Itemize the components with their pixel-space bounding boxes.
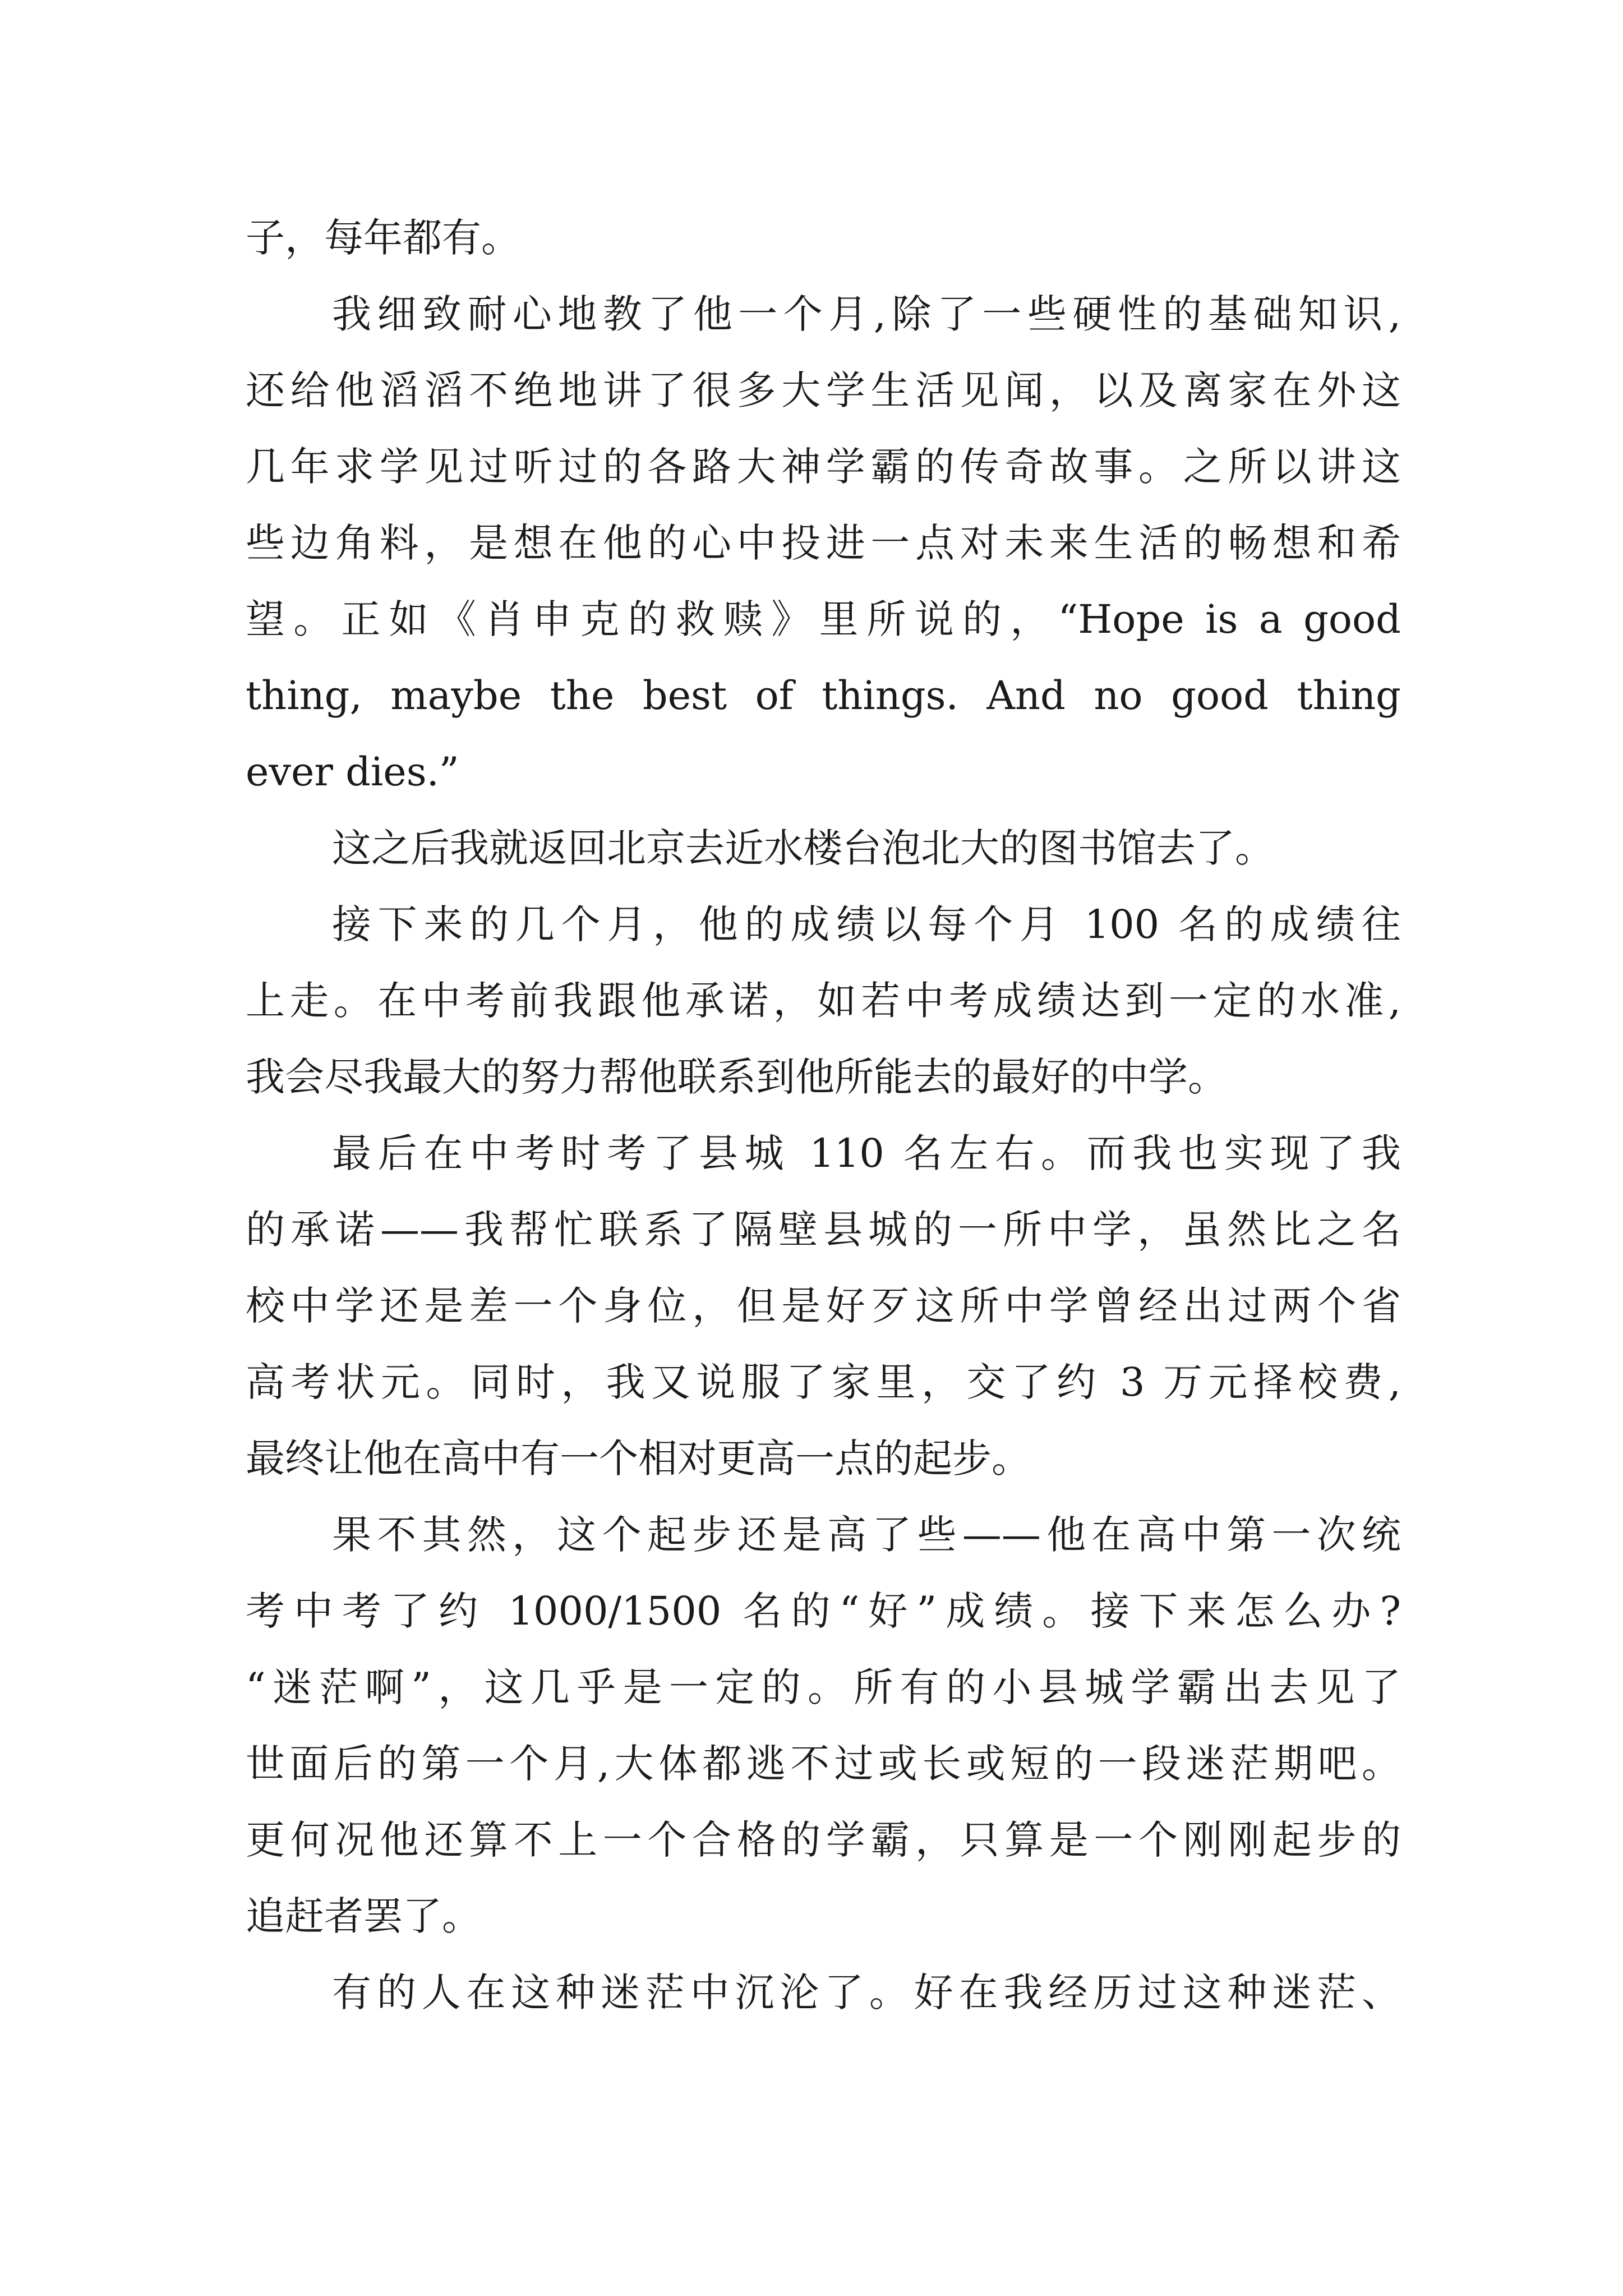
text-line: 子，每年都有。	[246, 215, 520, 261]
text-line: 的承诺——我帮忙联系了隔壁县城的一所中学，虽然比之名	[246, 1207, 1401, 1253]
text-line: 几年求学见过听过的各路大神学霸的传奇故事。之所以讲这	[246, 444, 1401, 490]
text-line: 追赶者罢了。	[246, 1893, 481, 1939]
text-line: 最后在中考时考了县城 110 名左右。而我也实现了我	[332, 1130, 1401, 1176]
text-line: 高考状元。同时，我又说服了家里，交了约 3 万元择校费,	[246, 1359, 1401, 1405]
text-line: 有的人在这种迷茫中沉沦了。好在我经历过这种迷茫、	[332, 1970, 1401, 2016]
text-line: “迷茫啊”，这几乎是一定的。所有的小县城学霸出去见了	[246, 1664, 1401, 1710]
text-line: 我会尽我最大的努力帮他联系到他所能去的最好的中学。	[246, 1054, 1227, 1100]
text-line: 校中学还是差一个身位，但是好歹这所中学曾经出过两个省	[246, 1283, 1401, 1329]
text-line: thing, maybe the best of things. And no good thing	[246, 673, 1401, 719]
text-line: 上走。在中考前我跟他承诺，如若中考成绩达到一定的水准,	[246, 978, 1401, 1024]
text-line: 我细致耐心地教了他一个月,除了一些硬性的基础知识,	[332, 291, 1401, 337]
text-line: 望。正如《肖申克的救赎》里所说的，“Hope is a good	[246, 596, 1401, 642]
text-line: ever dies.”	[246, 749, 459, 795]
text-line: 些边角料，是想在他的心中投进一点对未来生活的畅想和希	[246, 520, 1401, 566]
text-line: 更何况他还算不上一个合格的学霸，只算是一个刚刚起步的	[246, 1817, 1401, 1863]
text-line: 这之后我就返回北京去近水楼台泡北大的图书馆去了。	[332, 825, 1274, 871]
text-line: 接下来的几个月，他的成绩以每个月 100 名的成绩往	[332, 901, 1401, 947]
body-text	[246, 200, 1401, 2031]
text-line: 最终让他在高中有一个相对更高一点的起步。	[246, 1435, 1031, 1481]
text-line: 果不其然，这个起步还是高了些——他在高中第一次统	[332, 1512, 1401, 1558]
text-line: 世面后的第一个月,大体都逃不过或长或短的一段迷茫期吧。	[246, 1741, 1401, 1787]
text-line: 还给他滔滔不绝地讲了很多大学生活见闻，以及离家在外这	[246, 367, 1401, 413]
text-line: 考中考了约 1000/1500 名的“好”成绩。接下来怎么办?	[246, 1588, 1401, 1634]
